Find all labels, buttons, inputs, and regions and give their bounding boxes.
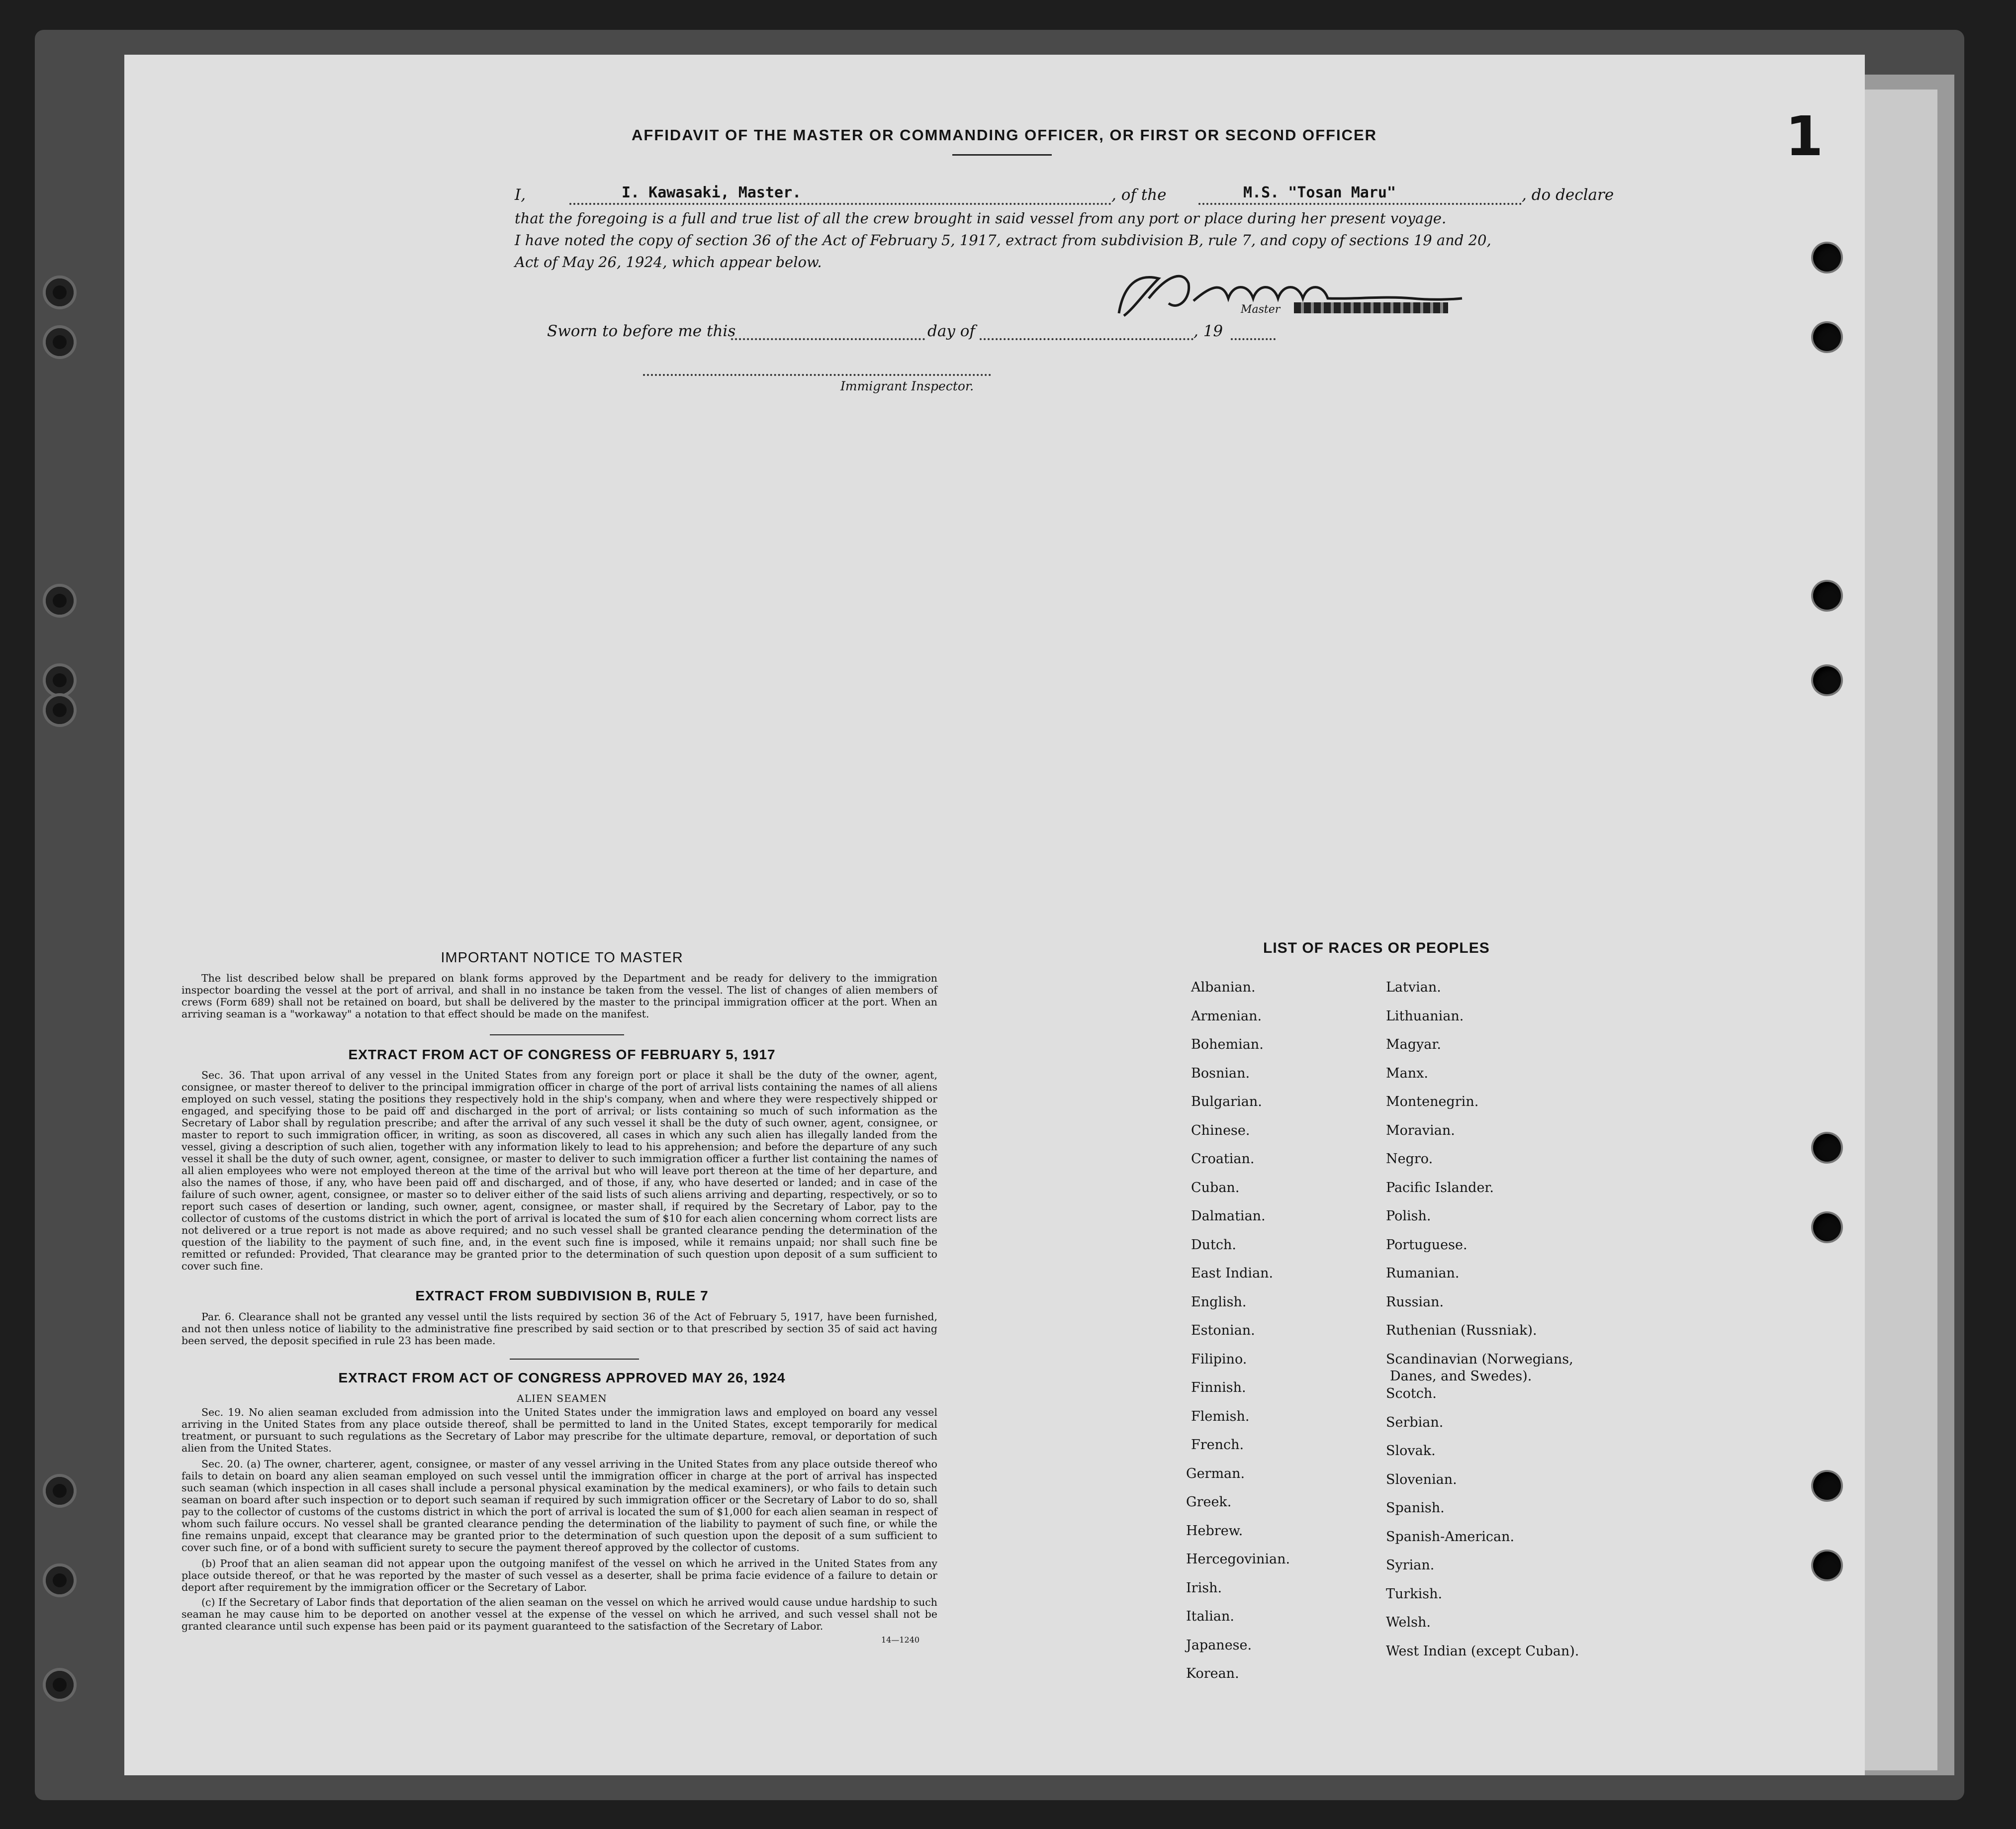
punch-hole <box>1813 1134 1841 1162</box>
master-name-field: I. Kawasaki, Master. <box>622 184 802 201</box>
race-item: Dalmatian. <box>1191 1208 1266 1224</box>
race-item: Slovenian. <box>1386 1471 1457 1487</box>
race-item: Polish. <box>1386 1208 1431 1224</box>
binder-hole <box>46 278 74 306</box>
race-item: Ruthenian (Russniak). <box>1386 1323 1537 1338</box>
year-label: , 19 <box>1193 322 1223 340</box>
race-item: Italian. <box>1186 1609 1234 1624</box>
race-item: Japanese. <box>1186 1637 1252 1653</box>
vessel-name-line <box>1198 203 1522 205</box>
punch-hole <box>1813 1472 1841 1500</box>
race-item: Dutch. <box>1191 1237 1236 1253</box>
race-item: Slovak. <box>1386 1443 1436 1459</box>
master-signature <box>1104 264 1502 323</box>
race-item: Moravian. <box>1386 1122 1455 1138</box>
race-item: Filipino. <box>1191 1351 1247 1367</box>
race-item: Scotch. <box>1386 1386 1437 1401</box>
sworn-day-line <box>731 338 925 340</box>
subdivision-b-title: EXTRACT FROM SUBDIVISION B, RULE 7 <box>415 1288 709 1303</box>
race-item: Armenian. <box>1191 1008 1262 1024</box>
declaration-line-1: that the foregoing is a full and true list of all the crew brought in said vessel from any port or place during her present voyage. <box>515 210 1447 227</box>
race-item: Russian. <box>1386 1294 1444 1310</box>
binder-hole <box>46 587 74 615</box>
race-item: Welsh. <box>1386 1615 1431 1630</box>
form-number: 14—1240 <box>881 1635 920 1645</box>
extract-1924-subtitle: ALIEN SEAMEN <box>517 1392 607 1404</box>
race-item: Bohemian. <box>1191 1037 1264 1052</box>
section-20a-text: Sec. 20. (a) The owner, charterer, agent, consignee, or master of any vessel arriving in the United States from any place outside thereof who fails to detain on board any alien seaman employed on such vessel until the immigration officer in charge at the port of arrival has inspected such seaman (which inspection in all cases shall include a personal physical examination by the medical examiners), or who fails to detain such seaman on board after such inspection or to deport such seaman if required by such immigration officer or the Secretary of Labor to do so, shall pay to the collector of customs of the customs district in which the port of arrival is located the sum of $1,000 for each alien seaman in respect of whom such failure occurs. No vessel shall be granted clearance pending the determination of the liability to payment of such fine, or while the fine remains unpaid, except that clearance may be granted prior to the determination of such question upon the deposit of a sum sufficient to cover such fine, or of a bond with sufficient surety to secure the payment thereof approved by the collector of customs. <box>182 1458 937 1554</box>
sworn-label: Sworn to before me this <box>547 322 736 340</box>
affidavit-page <box>124 55 1865 1775</box>
section-20c-text: (c) If the Secretary of Labor finds that deportation of the alien seaman on the vessel on which he arrived would cause undue hardship to such seaman he may cause him to be deported on another vessel at the expense of the vessel on which he arrived, and such vessel shall not be granted clearance until such expense has been paid or its payment guaranteed to the satisfaction of the Secretary of Labor. <box>182 1596 937 1632</box>
title-rule <box>952 154 1052 156</box>
subdivision-b-body: Par. 6. Clearance shall not be granted any vessel until the lists required by section 36 of the Act of February 5, 1917, have been furnished, and not then unless notice of liability to the administrative fine prescribed by said section or to that prescribed by section 35 of said act having been served, the deposit specified in rule 23 has been made. <box>182 1311 937 1347</box>
race-item: Rumanian. <box>1386 1266 1460 1281</box>
race-item: Cuban. <box>1191 1180 1240 1195</box>
binder-hole <box>46 1671 74 1699</box>
inspector-signature-line <box>643 374 991 376</box>
punch-hole <box>1813 1552 1841 1579</box>
races-title: LIST OF RACES OR PEOPLES <box>1263 940 1490 956</box>
race-item: Montenegrin. <box>1386 1094 1479 1109</box>
race-item: Croatian. <box>1191 1151 1255 1167</box>
race-item: Turkish. <box>1386 1586 1443 1602</box>
race-item: Bosnian. <box>1191 1065 1250 1081</box>
race-item: Spanish-American. <box>1386 1529 1515 1545</box>
extract-1917-body: Sec. 36. That upon arrival of any vessel in the United States from any foreign port or place it shall be the duty of the owner, agent, consignee, or master thereof to deliver to the principal immigration officer in charge of the port of arrival lists containing the names of all aliens employed on such vessel, stating the positions they respectively hold in the ship's company, when and where they were respectively shipped or engaged, and specifying those to be paid off and discharged in the port of arrival; or lists containing so much of such information as the Secretary of Labor shall by regulation prescribe; and after the arrival of any such vessel it shall be the duty of such owner, agent, consignee, or master to report to such immigration officer, in writing, as soon as discovered, all cases in which any such alien has illegally landed from the vessel, giving a description of such alien, together with any information likely to lead to his apprehension; and before the departure of any such vessel it shall be the duty of such owner, agent, consignee, or master to deliver to such immigration officer a further list containing the names of all alien employees who were not employed thereon at the time of the arrival but who will leave port thereon at the time of her departure, and also the names of those, if any, who have been paid off and discharged, and of those, if any, who have deserted or landed; and in case of the failure of such owner, agent, consignee, or master so to deliver either of the said lists of such aliens arriving and departing, respectively, or so to report such cases of desertion or landing, such owner, agent, consignee, or master shall, if required by the Secretary of Labor, pay to the collector of customs of the customs district in which the port of arrival is located the sum of $10 for each alien concerning whom correct lists are not delivered or a true report is not made as above required; and no such vessel shall be granted clearance pending the determination of the question of the liability to the payment of such fine, and, in the event such fine is imposed, while it remains unpaid; nor shall such fine be remitted or refunded: Provided, That clearance may be granted prior to the determination of such question upon deposit of a sum sufficient to cover such fine. <box>182 1069 937 1272</box>
binder-hole <box>46 1477 74 1505</box>
race-item: Finnish. <box>1191 1380 1246 1395</box>
race-item: Manx. <box>1386 1065 1428 1081</box>
race-item: French. <box>1191 1437 1244 1453</box>
binder-hole <box>46 328 74 356</box>
race-item: Syrian. <box>1386 1557 1435 1573</box>
section-20b-text: (b) Proof that an alien seaman did not appear upon the outgoing manifest of the vessel on which he arrived in the United States from any place outside thereof, or that he was reported by the master of such vessel as a deserter, shall be prima facie evidence of a failure to detain or deport after requirement by the immigration officer or the Secretary of Labor. <box>182 1557 937 1593</box>
vessel-name-field: M.S. "Tosan Maru" <box>1243 184 1396 201</box>
race-item: East Indian. <box>1191 1266 1274 1281</box>
race-item: Albanian. <box>1191 980 1256 995</box>
subdivision-rule <box>510 1359 639 1360</box>
declaration-line-2: I have noted the copy of section 36 of the Act of February 5, 1917, extract from subdivision B, rule 7, and copy of sections 19 and 20, <box>515 232 1491 249</box>
race-item: Latvian. <box>1386 980 1441 995</box>
race-item: Irish. <box>1186 1580 1222 1596</box>
race-item: Hebrew. <box>1186 1523 1243 1539</box>
punch-hole <box>1813 1213 1841 1241</box>
i-label: I, <box>515 186 526 204</box>
binder-hole <box>46 1566 74 1594</box>
punch-hole <box>1813 582 1841 610</box>
punch-hole <box>1813 323 1841 351</box>
race-item: Estonian. <box>1191 1323 1255 1338</box>
extract-1917-title: EXTRACT FROM ACT OF CONGRESS OF FEBRUARY 5, 1917 <box>348 1047 776 1062</box>
race-item: Scandinavian (Norwegians, <box>1386 1351 1573 1367</box>
declaration-line-3: Act of May 26, 1924, which appear below. <box>515 254 822 271</box>
race-item: Korean. <box>1186 1666 1239 1681</box>
race-item: Serbian. <box>1386 1414 1444 1430</box>
race-item: Greek. <box>1186 1494 1232 1510</box>
race-item: Flemish. <box>1191 1408 1250 1424</box>
sworn-month-line <box>980 338 1193 340</box>
race-item: German. <box>1186 1465 1245 1481</box>
punch-hole <box>1813 244 1841 272</box>
section-19-text: Sec. 19. No alien seaman excluded from admission into the United States under the immigration laws and employed on board any vessel arriving in the United States from any place outside thereof, shall be permitted to land in the United States, except temporarily for medical treatment, or pursuant to such regulations as the Secretary of Labor may prescribe for the ultimate departure, removal, or deportation of such alien from the United States. <box>182 1406 937 1454</box>
race-item: Pacific Islander. <box>1386 1180 1494 1195</box>
notice-rule <box>490 1034 624 1035</box>
race-item: Spanish. <box>1386 1500 1445 1516</box>
binder-hole <box>46 696 74 724</box>
race-item: Portuguese. <box>1386 1237 1467 1253</box>
inspector-caption: Immigrant Inspector. <box>840 379 974 393</box>
race-item: West Indian (except Cuban). <box>1386 1643 1579 1659</box>
sworn-year-line <box>1231 338 1276 340</box>
page-number-stamp: 1 <box>1785 104 1824 168</box>
struck-out-title <box>1294 302 1448 313</box>
race-item: Hercegovinian. <box>1186 1552 1290 1567</box>
notice-body: The list described below shall be prepared on blank forms approved by the Department and be ready for delivery to the immigration inspector boarding the vessel at the port of arrival, and shall in no instance be taken from the vessel. The list of changes of alien members of crews (Form 689) shall not be retained on board, but shall be delivered by the master to the principal immigration officer at the port. When an arriving seaman is a "workaway" a notation to that effect should be made on the manifest. <box>182 972 937 1020</box>
signature-caption: Master <box>1241 303 1281 316</box>
race-item: English. <box>1191 1294 1247 1310</box>
race-item: Magyar. <box>1386 1037 1441 1052</box>
race-item: Lithuanian. <box>1386 1008 1464 1024</box>
race-item: Negro. <box>1386 1151 1433 1167</box>
affidavit-title: AFFIDAVIT OF THE MASTER OR COMMANDING OFFICER, OR FIRST OR SECOND OFFICER <box>632 126 1377 144</box>
race-item: Bulgarian. <box>1191 1094 1262 1109</box>
punch-hole <box>1813 666 1841 694</box>
binder-hole <box>46 666 74 694</box>
race-item: Chinese. <box>1191 1122 1250 1138</box>
race-item: Danes, and Swedes). <box>1390 1368 1532 1384</box>
master-name-line <box>569 203 1111 205</box>
notice-title: IMPORTANT NOTICE TO MASTER <box>441 950 683 966</box>
extract-1924-title: EXTRACT FROM ACT OF CONGRESS APPROVED MAY 26, 1924 <box>338 1370 786 1385</box>
do-declare-label: , do declare <box>1522 186 1614 204</box>
of-the-label: , of the <box>1111 186 1167 204</box>
day-of-label: day of <box>927 322 975 340</box>
